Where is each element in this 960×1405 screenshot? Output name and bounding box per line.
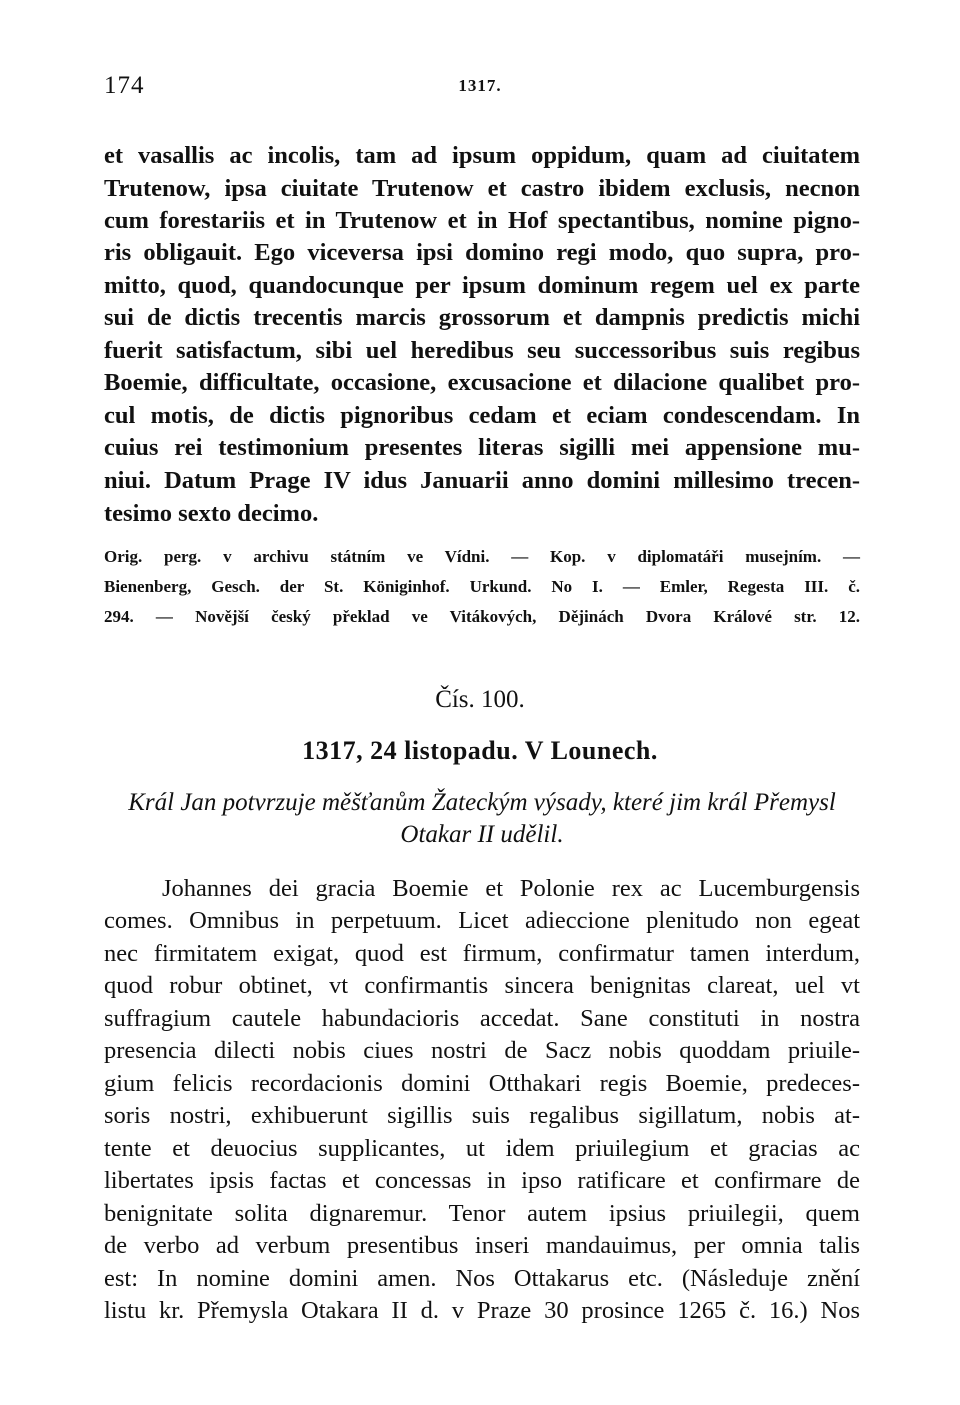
text-line: benignitate solita dignaremur. Tenor autem ipsius priuilegii, quem (104, 1200, 860, 1227)
document-date-place-heading: 1317, 24 listopadu. V Lounech. (302, 736, 658, 765)
text-line: listu kr. Přemysla Otakara II d. v Praze 30 prosince 1265 č. 16.) Nos (104, 1297, 860, 1324)
note-line: 294. — Novější český překlad ve Vitákových, Dějinách Dvora Králové str. 12. (104, 607, 860, 626)
text-line: suffragium cautele habundacioris accedat. Sane constituti in nostra (104, 1005, 860, 1032)
text-line: Johannes dei gracia Boemie et Polonie rex ac Lucemburgensis (162, 875, 860, 902)
text-line: presencia dilecti nobis ciues nostri de Sacz nobis quoddam priuile- (104, 1037, 860, 1064)
text-line: est: In nomine domini amen. Nos Ottakarus etc. (Následuje znění (104, 1265, 860, 1292)
text-line: sui de dictis trecentis marcis grossorum et dampnis predictis michi (104, 304, 860, 331)
note-line: Orig. perg. v archivu státním ve Vídni. — Kop. v diplomatáři musejním. — (104, 547, 860, 566)
text-line: ris obligauit. Ego viceversa ipsi domino regi modo, quo supra, pro- (104, 239, 860, 266)
text-line: de verbo ad verbum presentibus inseri mandauimus, per omnia talis (104, 1232, 860, 1259)
text-line: gium felicis recordacionis domini Otthakari regis Boemie, predeces- (104, 1070, 860, 1097)
text-line: soris nostri, exhibuerunt sigillis suis regalibus sigillatum, nobis at- (104, 1102, 860, 1129)
regest-line: Otakar II udělil. (400, 821, 564, 848)
text-line: cuius rei testimonium presentes literas sigilli mei appensione mu- (104, 434, 860, 461)
text-line: cum forestariis et in Trutenow et in Hof spectantibus, nomine pigno- (104, 207, 860, 234)
page-number: 174 (104, 72, 145, 99)
document-number: Čís. 100. (435, 686, 525, 713)
text-line: comes. Omnibus in perpetuum. Licet adieccione plenitudo non egeat (104, 907, 860, 934)
text-line: mitto, quod, quandocunque per ipsum dominum regem uel ex parte (104, 272, 860, 299)
regest-line: Král Jan potvrzuje měšťanům Žateckým výsady, které jim král Přemysl (128, 789, 836, 816)
text-line: Trutenow, ipsa ciuitate Trutenow et castro ibidem exclusis, necnon (104, 175, 860, 202)
text-line: nec firmitatem exigat, quod est firmum, confirmatur tamen interdum, (104, 940, 860, 967)
text-line: tesimo sexto decimo. (104, 500, 319, 527)
running-header-year: 1317. (458, 76, 502, 95)
text-line: niui. Datum Prage IV idus Januarii anno domini millesimo trecen- (104, 467, 860, 494)
text-line: et vasallis ac incolis, tam ad ipsum oppidum, quam ad ciuitatem (104, 142, 860, 169)
text-line: fuerit satisfactum, sibi uel heredibus seu successoribus suis regibus (104, 337, 860, 364)
text-line: Boemie, difficultate, occasione, excusacione et dilacione qualibet pro- (104, 369, 860, 396)
text-line: tente et deuocius supplicantes, ut idem priuilegium et gracias ac (104, 1135, 860, 1162)
text-line: cul motis, de dictis pignoribus cedam et eciam condescendam. In (104, 402, 860, 429)
note-line: Bienenberg, Gesch. der St. Königinhof. Urkund. No I. — Emler, Regesta III. č. (104, 577, 860, 596)
text-line: quod robur obtinet, vt confirmantis sincera benignitas clareat, uel vt (104, 972, 860, 999)
text-line: libertates ipsis factas et concessas in ipso ratificare et confirmare de (104, 1167, 860, 1194)
